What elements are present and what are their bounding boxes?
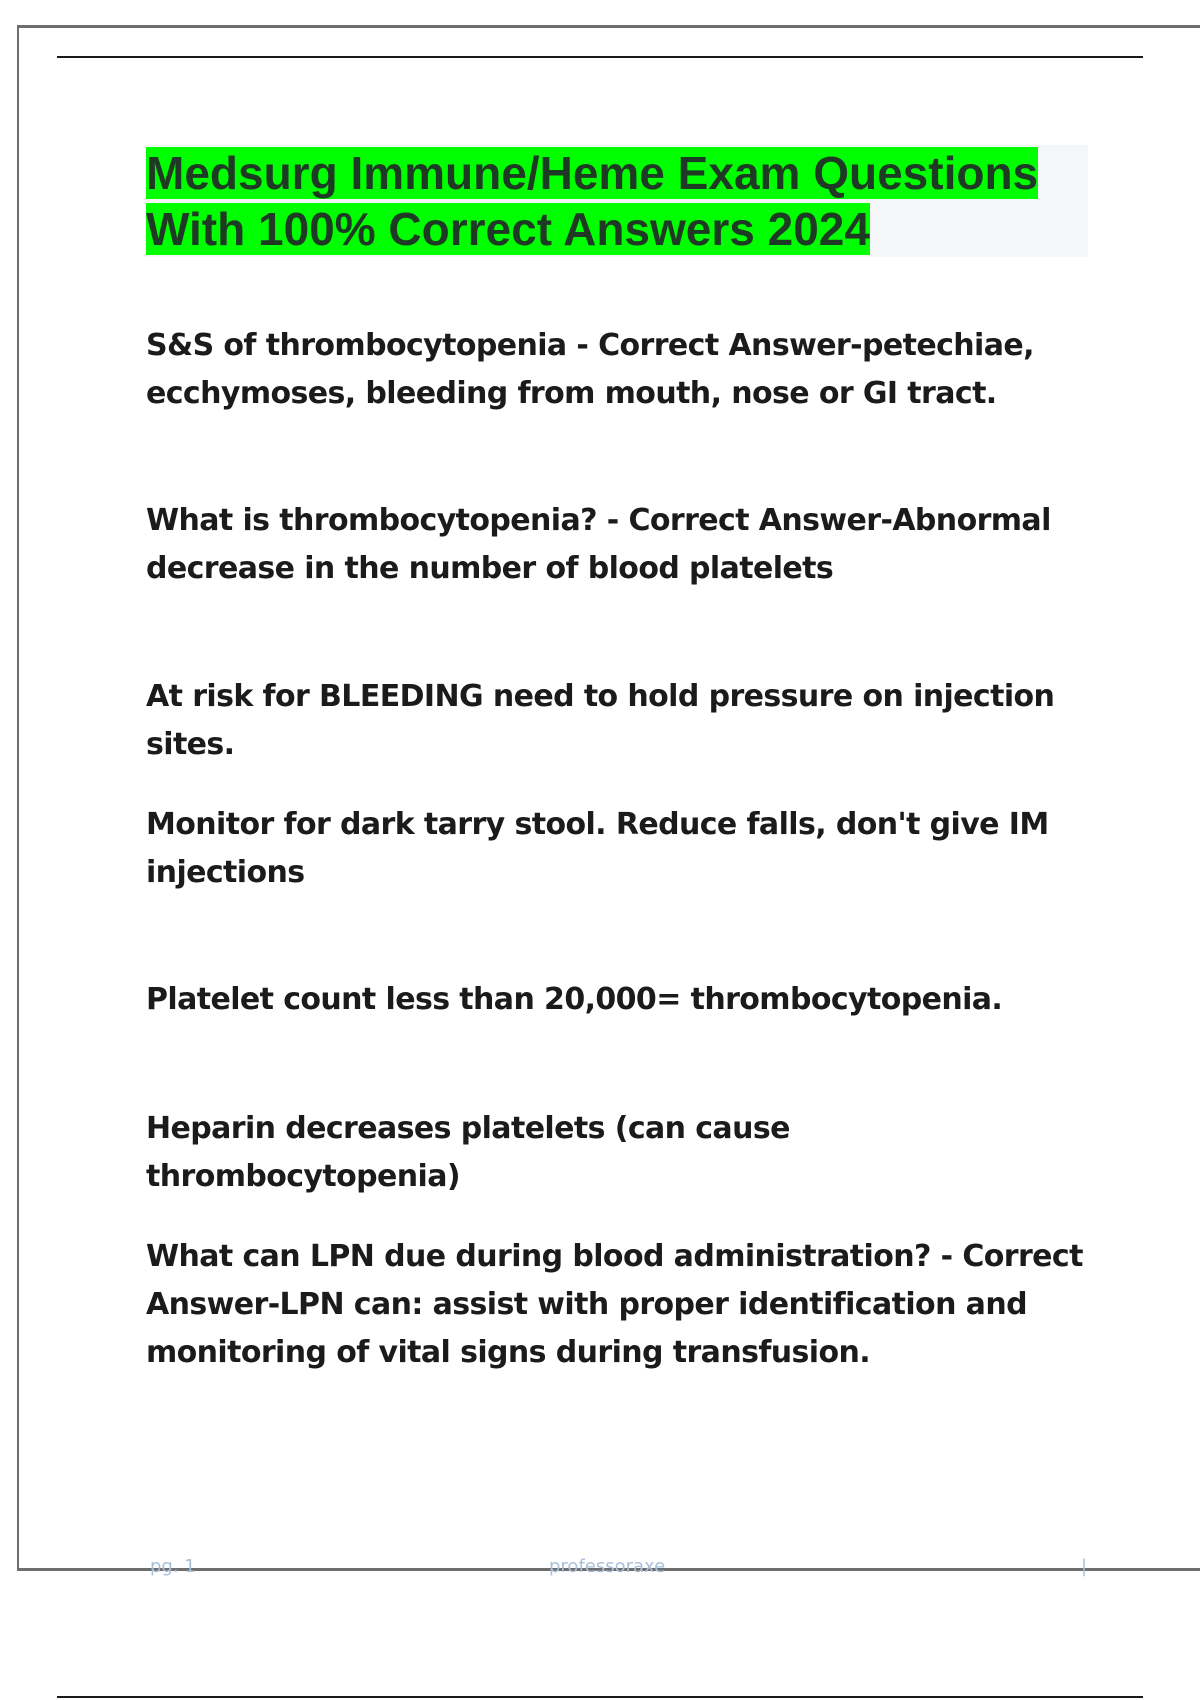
qa-entry-2: What is thrombocytopenia? - Correct Answer-Abnormal decrease in the number of blood platelets — [146, 503, 1051, 586]
qa-entry-4: Monitor for dark tarry stool. Reduce falls, don't give IM injections — [146, 807, 1049, 890]
header-rule — [57, 56, 1143, 58]
footer-page-label: pg. 1 — [150, 1556, 196, 1577]
footer-author: professoraxe — [549, 1556, 666, 1577]
bottom-rule — [57, 1696, 1143, 1698]
qa-entry-3: At risk for BLEEDING need to hold pressure on injection sites. — [146, 679, 1055, 762]
document-title — [146, 145, 1088, 257]
qa-entry-6: Heparin decreases platelets (can cause thrombocytopenia) — [146, 1111, 790, 1194]
qa-entry-1: S&S of thrombocytopenia - Correct Answer-petechiae, ecchymoses, bleeding from mouth, nose or GI tract. — [146, 328, 1034, 411]
footer-right-mark: | — [1081, 1556, 1088, 1577]
title-block — [146, 145, 1088, 257]
qa-entry-5: Platelet count less than 20,000= thrombocytopenia. — [146, 982, 1003, 1017]
title-highlight: Medsurg Immune/Heme Exam Questions With 100% Correct Answers 2024 — [146, 147, 1039, 255]
qa-entry-7: What can LPN due during blood administration? - Correct Answer-LPN can: assist with proper identification and monitoring of vital signs during transfusion. — [146, 1239, 1083, 1370]
